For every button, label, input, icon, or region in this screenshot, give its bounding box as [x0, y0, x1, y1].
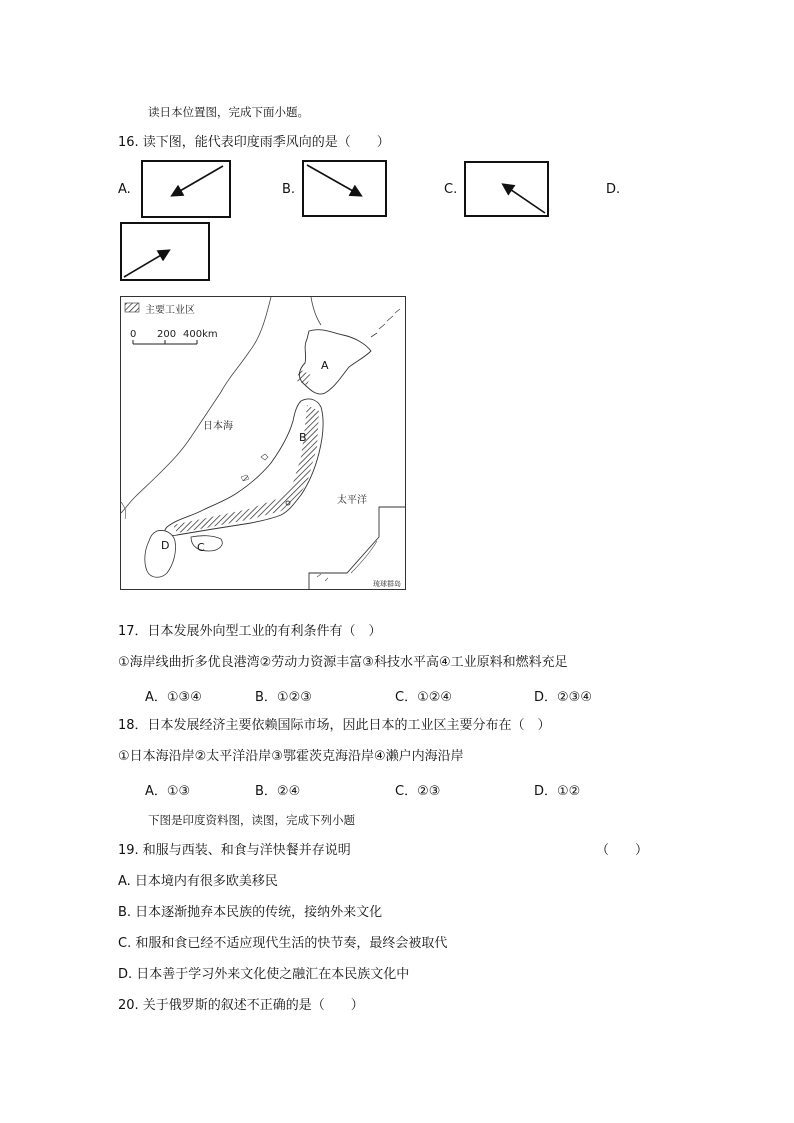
arrow-southwest-icon	[143, 162, 229, 216]
question-18-items: ①日本海沿岸②太平洋沿岸③鄂霍茨克海沿岸④濑户内海沿岸	[118, 749, 464, 764]
region-d-label: D	[161, 539, 170, 552]
q19-option-c[interactable]: C. 和服和食已经不适应现代生活的快节奏，最终会被取代	[118, 936, 448, 951]
arrow-southeast-icon	[304, 162, 385, 215]
legend-hatch-swatch	[125, 303, 139, 312]
question-18: 18．日本发展经济主要依赖国际市场，因此日本的工业区主要分布在（ ）	[118, 718, 551, 733]
wind-arrow-box-b[interactable]	[302, 160, 387, 217]
scale-400: 400km	[183, 329, 218, 340]
q19-option-a[interactable]: A. 日本境内有很多欧美移民	[118, 874, 278, 889]
question-16: 16. 读下图，能代表印度雨季风向的是（ ）	[118, 135, 390, 150]
intro-text: 读日本位置图，完成下面小题。	[148, 105, 309, 119]
ryukyu-inset-label: 琉球群岛	[373, 580, 401, 588]
q18-choice-c[interactable]: C．②③	[395, 784, 441, 799]
legend-label: 主要工业区	[145, 305, 195, 316]
wind-arrow-box-c[interactable]	[464, 161, 549, 217]
scale-200: 200	[157, 329, 177, 340]
arrow-northwest-icon	[466, 163, 547, 215]
q19-option-d[interactable]: D. 日本善于学习外来文化使之融汇在本民族文化中	[118, 967, 410, 982]
question-20: 20. 关于俄罗斯的叙述不正确的是（ ）	[118, 998, 364, 1013]
question-17: 17．日本发展外向型工业的有利条件有（ ）	[118, 624, 382, 639]
pacific-ocean-label: 太平洋	[337, 495, 367, 506]
q19-option-b[interactable]: B. 日本逐渐抛弃本民族的传统，接纳外来文化	[118, 905, 383, 920]
japan-map	[120, 296, 406, 590]
wind-arrow-box-d[interactable]	[120, 222, 210, 281]
wind-arrow-box-a[interactable]	[141, 160, 231, 218]
region-c-label: C	[197, 541, 205, 554]
question-19-paren: （ ）	[596, 843, 649, 858]
option-d-label: D.	[606, 182, 621, 197]
region-b-label: B	[299, 431, 307, 444]
q17-choice-c[interactable]: C．①②④	[395, 690, 453, 705]
q17-choice-d[interactable]: D．②③④	[534, 690, 592, 705]
region-a-label: A	[321, 359, 329, 372]
q17-choice-a[interactable]: A．①③④	[145, 690, 202, 705]
question-19: 19. 和服与西装、和食与洋快餐并存说明	[118, 843, 351, 858]
scale-0: 0	[130, 329, 137, 340]
question-17-items: ①海岸线曲折多优良港湾②劳动力资源丰富③科技水平高④工业原料和燃料充足	[118, 655, 568, 670]
q18-choice-d[interactable]: D．①②	[534, 784, 581, 799]
arrow-northeast-icon	[122, 224, 208, 279]
option-b-label: B.	[282, 182, 296, 197]
q17-choice-b[interactable]: B．①②③	[255, 690, 312, 705]
sea-of-japan-label: 日本海	[203, 421, 233, 432]
intro-text-2: 下图是印度资料图，读图，完成下列小题	[148, 813, 355, 827]
option-c-label: C.	[444, 182, 458, 197]
option-a-label: A.	[118, 182, 131, 197]
q18-choice-a[interactable]: A．①③	[145, 784, 191, 799]
q18-choice-b[interactable]: B．②④	[255, 784, 301, 799]
